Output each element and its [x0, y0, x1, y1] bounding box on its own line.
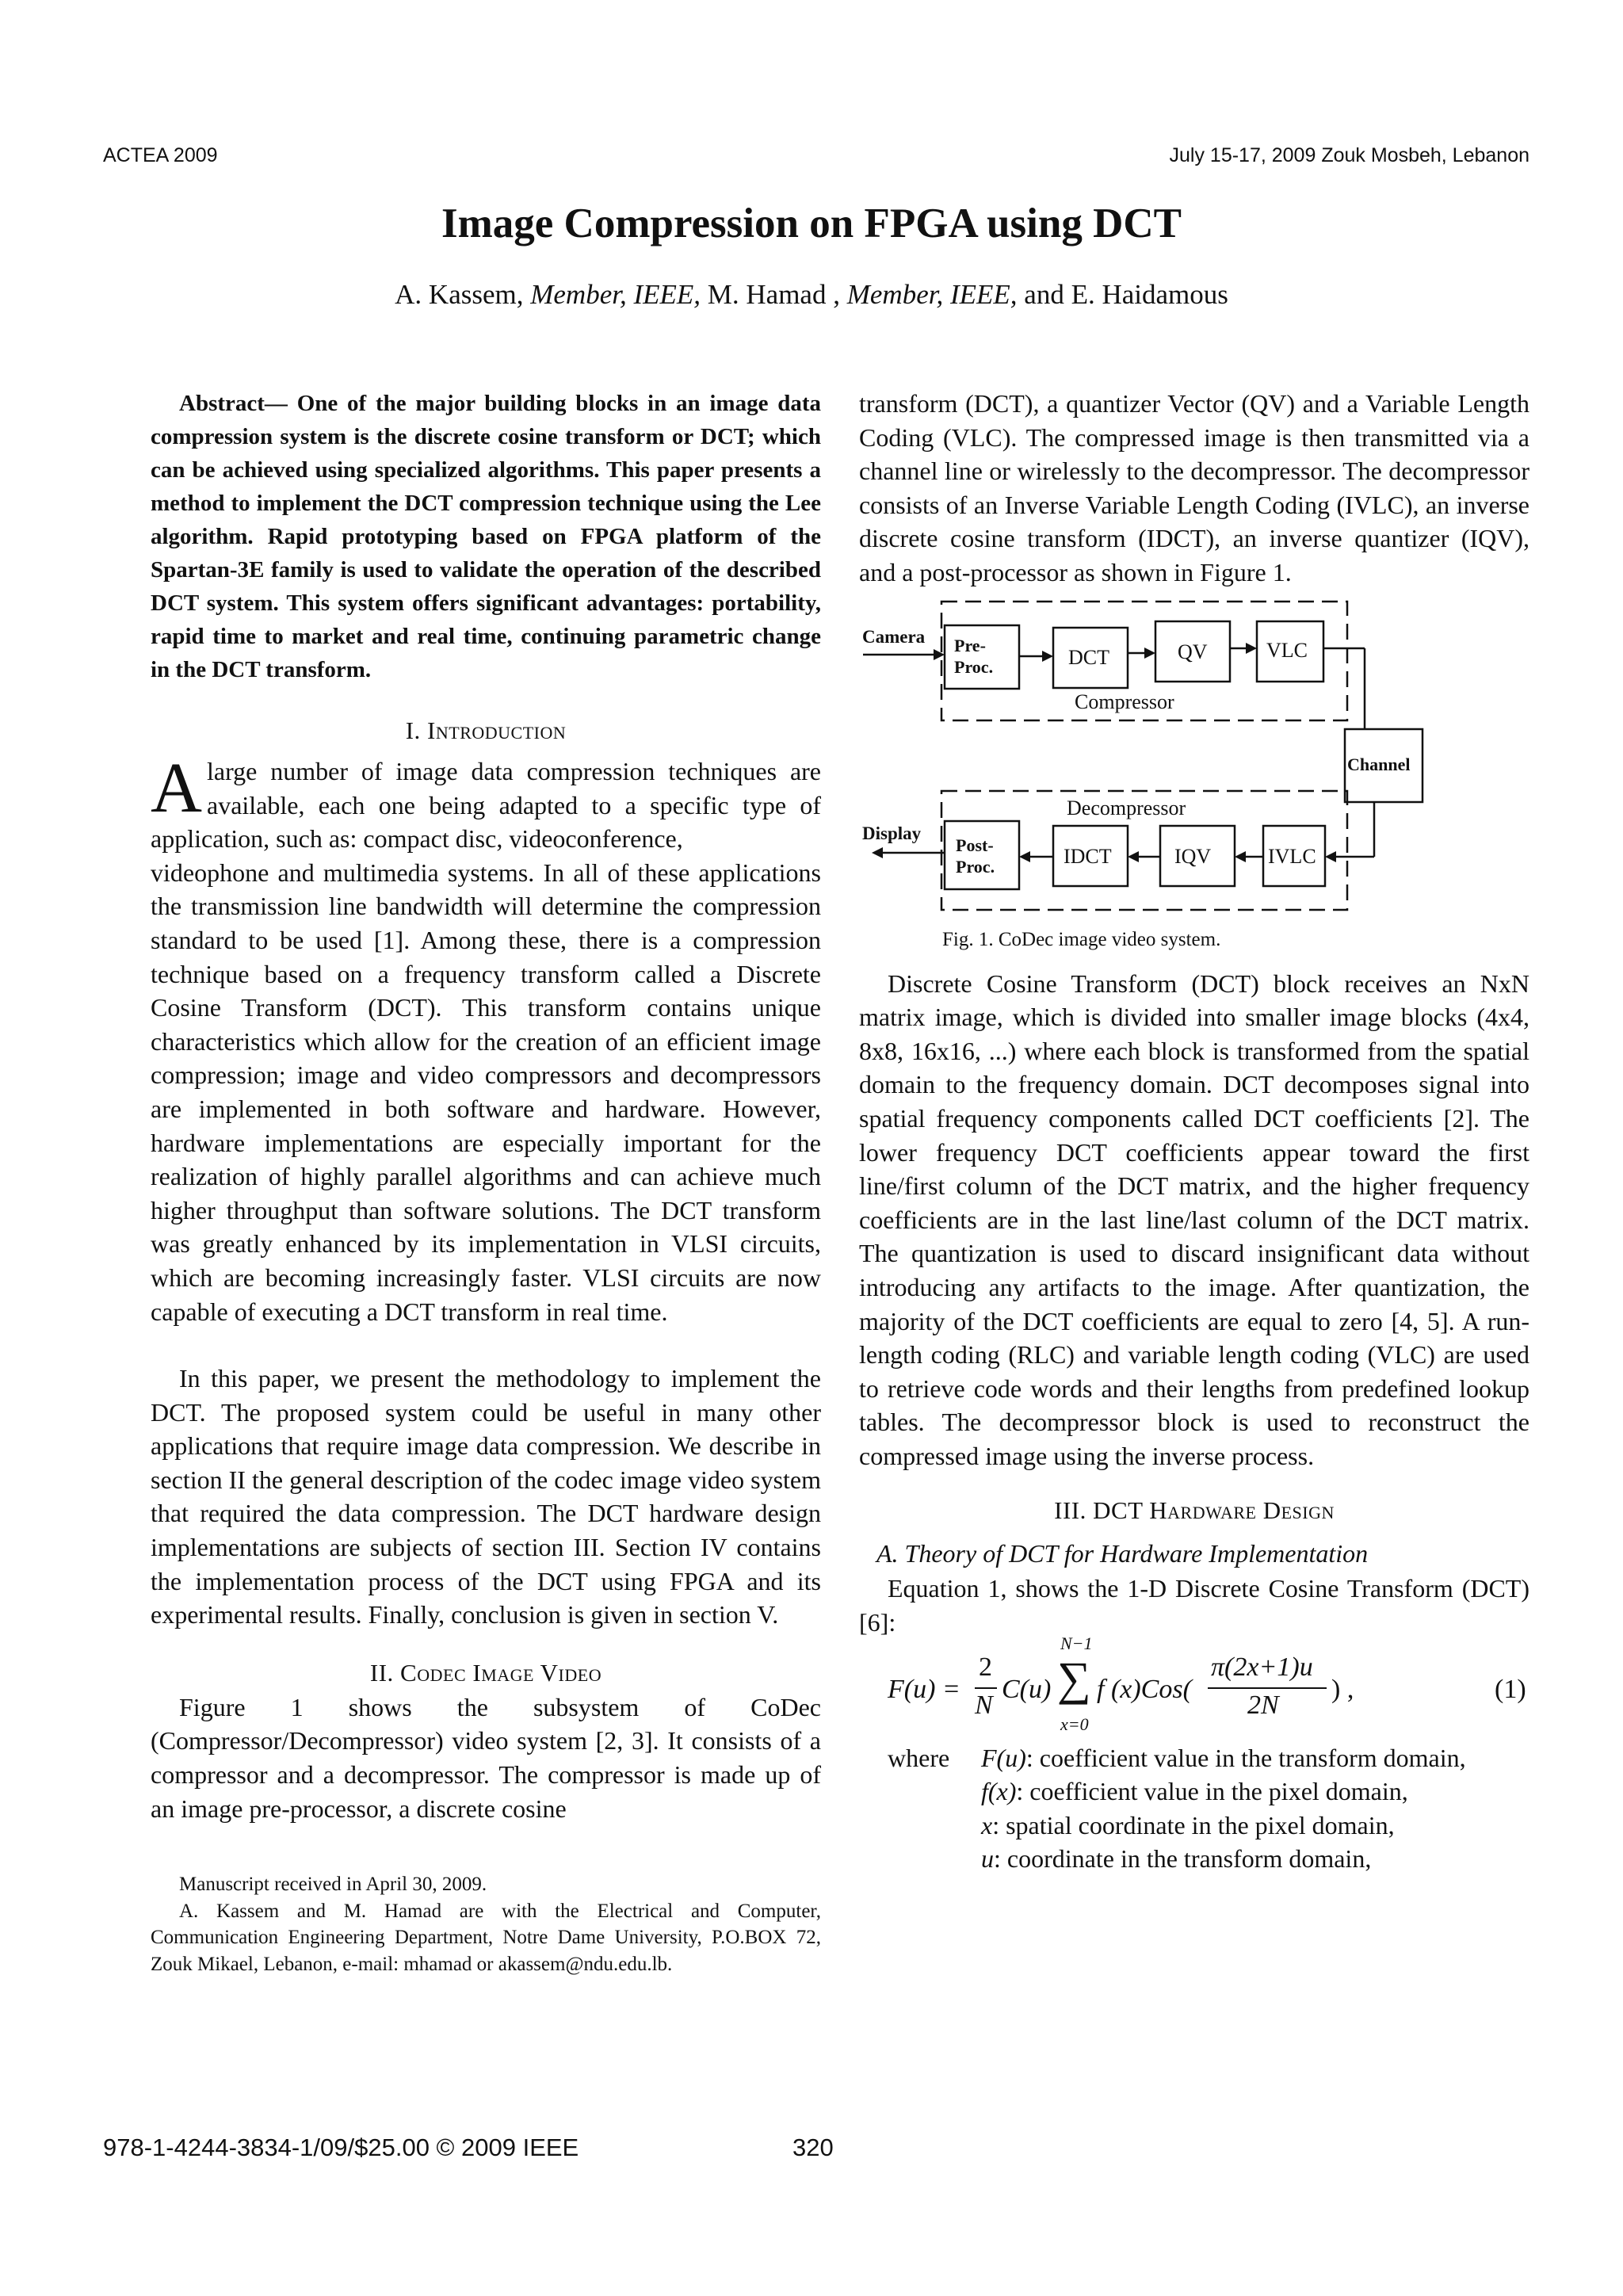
eq-frac-line-1 — [975, 1687, 997, 1689]
eq-cu: C(u) — [1002, 1674, 1052, 1704]
intro-p1-first: large number of image data compression techniques are available, each one being adapted to a specific type of application, such as: compact disc, videoconference, — [151, 757, 821, 854]
author-1: A. Kassem, — [395, 279, 524, 310]
dct-label: DCT — [1068, 645, 1109, 669]
eq-fx: f (x)Cos( — [1097, 1674, 1192, 1704]
eq-n: N — [975, 1690, 993, 1720]
compressor-label: Compressor — [1075, 690, 1174, 713]
def-3-text: : spatial coordinate in the pixel domain, — [992, 1810, 1395, 1839]
paper-title: Image Compression on FPGA using DCT — [441, 201, 1182, 246]
def-2-text: : coefficient value in the pixel domain, — [1016, 1777, 1408, 1806]
preproc-label-1: Pre- — [954, 635, 986, 655]
drop-cap: A — [151, 749, 202, 827]
decompressor-label: Decompressor — [1067, 796, 1186, 819]
eq-number: (1) — [1495, 1674, 1526, 1704]
intro-paragraph-1 — [151, 749, 821, 1328]
dct-block-paragraph: Discrete Cosine Transform (DCT) block receives an NxN matrix image, which is divided into smaller image blocks (4x4, 8x8, 16x16, ...) where each block is transformed from the spatial domain to the frequency domain. DCT decomposes signal into spatial frequency components called DCT coefficients [2]. The lower frequency DCT coefficients appear toward the first line/first column of the DCT matrix, and the higher frequency coefficients are in the last line/last column of the DCT matrix. The quantization is used to discard insignificant data without introducing any artifacts to the image. After quantization, the majority of the DCT coefficients are equal to zero [4, 5]. A run-length coding (RLC) and variable length coding (VLC) are used to retrieve code words and their lengths from predefined lookup tables. The decompressor block is used to reconstruct the compressed image using the inverse process. — [859, 968, 1529, 1470]
abstract — [151, 387, 821, 686]
eq-sum-bot: x=0 — [1060, 1713, 1089, 1734]
section-1-heading: I. Introduction — [405, 716, 567, 744]
def-4-symbol: u — [981, 1844, 994, 1874]
copyright-line: 978-1-4244-3834-1/09/$25.00 © 2009 IEEE — [103, 2134, 579, 2161]
eq-cos-num: π(2x+1)u — [1211, 1652, 1313, 1682]
vlc-label: VLC — [1266, 638, 1308, 662]
equation-intro: Equation 1, shows the 1-D Discrete Cosine Transform (DCT) [6]: — [859, 1574, 1529, 1637]
def-3-symbol: x — [981, 1810, 993, 1839]
iqv-label: IQV — [1174, 844, 1212, 868]
eq-cos-den: 2N — [1247, 1690, 1279, 1720]
postproc-label-1: Post- — [956, 835, 994, 855]
footnote-affiliation: A. Kassem and M. Hamad are with the Electrical and Computer, Communication Engineering Department, Notre Dame University, P.O.BOX 72, Zouk Mikael, Lebanon, e-mail: mhamad or akassem@ndu.edu.lb. — [151, 1900, 821, 1975]
eq-sigma: ∑ — [1057, 1652, 1091, 1705]
author-2: M. Hamad , — [707, 279, 840, 310]
abstract-label: Abstract— — [179, 391, 288, 416]
postproc-block — [945, 821, 1019, 889]
abstract-text: One of the major building blocks in an image data compression system is the discrete cosine transform or DCT; which can be achieved using specialized algorithms. This paper presents a method to implement the DCT compression technique using the Lee algorithm. Rapid prototyping based on FPGA platform of the Spartan-3E family is used to validate the operation of the described DCT system. This system offers significant advantages: portability, rapid time to market and real time, continuing parametric change in the DCT transform. — [151, 391, 821, 682]
eq-close: ) , — [1331, 1674, 1354, 1704]
def-4-text: : coordinate in the transform domain, — [994, 1844, 1372, 1874]
codec-paragraph: Figure 1 shows the subsystem of CoDec (Compressor/Decompressor) video system [2, 3]. It consists of a compressor and a decompressor. The compressor is made up of an image pre-processor, a discrete cosine — [151, 1692, 821, 1823]
eq-sum-top: N−1 — [1060, 1633, 1093, 1653]
def-1-text: : coefficient value in the transform domain, — [1025, 1743, 1466, 1772]
def-1-symbol: F(u) — [981, 1743, 1026, 1772]
variable-definitions — [859, 1741, 1529, 1876]
codec-block-diagram — [859, 599, 1438, 916]
section-3-heading: III. DCT Hardware Design — [1054, 1496, 1335, 1525]
display-label: Display — [862, 823, 922, 843]
author-2-role: Member, IEEE, — [846, 279, 1018, 310]
intro-paragraph-2: In this paper, we present the methodology to implement the DCT. The proposed system could be useful in many other applications that require image data compression. We describe in section II the general description of the codec image video system that required the data compression. The DCT hardware design implementations are subjects of section III. Section IV contains the implementation process of the DCT using FPGA and its experimental results. Finally, conclusion is given in section V. — [151, 1364, 821, 1629]
author-line — [0, 279, 1623, 311]
idct-label: IDCT — [1064, 844, 1112, 868]
codec-paragraph-continued: transform (DCT), a quantizer Vector (QV) and a Variable Length Coding (VLC). The compressed image is then transmitted via a channel line or wirelessly to the decompressor. The decompressor consists of an Inverse Variable Length Coding (IVLC), an inverse discrete cosine transform (IDCT), an inverse quantizer (IQV), and a post-processor as shown in Figure 1. — [859, 389, 1529, 586]
preproc-label-2: Proc. — [954, 656, 994, 677]
author-3: and E. Haidamous — [1024, 279, 1228, 310]
figure-1-caption: Fig. 1. CoDec image video system. — [942, 928, 1221, 950]
where-word: where — [888, 1743, 950, 1772]
channel-label: Channel — [1347, 754, 1411, 774]
page-number: 320 — [792, 2134, 834, 2161]
section-2-heading: II. Codec Image Video — [369, 1658, 602, 1687]
left-column — [151, 387, 821, 1977]
eq-two: 2 — [979, 1652, 992, 1682]
conference-date-location: July 15-17, 2009 Zouk Mosbeh, Lebanon — [1169, 144, 1529, 166]
dct-equation — [859, 1633, 1529, 1741]
qv-label: QV — [1178, 640, 1208, 663]
def-2-symbol: f(x) — [981, 1777, 1017, 1806]
right-column — [859, 387, 1529, 1876]
author-1-role: Member, IEEE, — [530, 279, 701, 310]
footnote-received: Manuscript received in April 30, 2009. — [179, 1874, 487, 1896]
subsection-a-heading: A. Theory of DCT for Hardware Implementation — [876, 1539, 1369, 1568]
ivlc-label: IVLC — [1268, 844, 1316, 868]
eq-lhs: F(u) = — [888, 1674, 960, 1704]
conference-name: ACTEA 2009 — [103, 144, 218, 166]
intro-p1-rest: videophone and multimedia systems. In all of these applications the transmission line bandwidth will determine the compression standard to be used [1]. Among these, there is a compression technique based on a frequency transform called a Discrete Cosine Transform (DCT). This transform contains unique characteristics which allow for the creation of an efficient image compression; image and video compressors and decompressors are implemented in both software and hardware. However, hardware implementations are especially important for the realization of highly parallel algorithms and can achieve much higher throughput than software solutions. The DCT transform was greatly enhanced by its implementation in VLSI circuits, which are becoming increasingly faster. VLSI circuits are now capable of executing a DCT transform in real time. — [151, 858, 821, 1326]
eq-frac-line-2 — [1208, 1687, 1327, 1689]
postproc-label-2: Proc. — [956, 856, 995, 877]
camera-label: Camera — [862, 626, 926, 647]
